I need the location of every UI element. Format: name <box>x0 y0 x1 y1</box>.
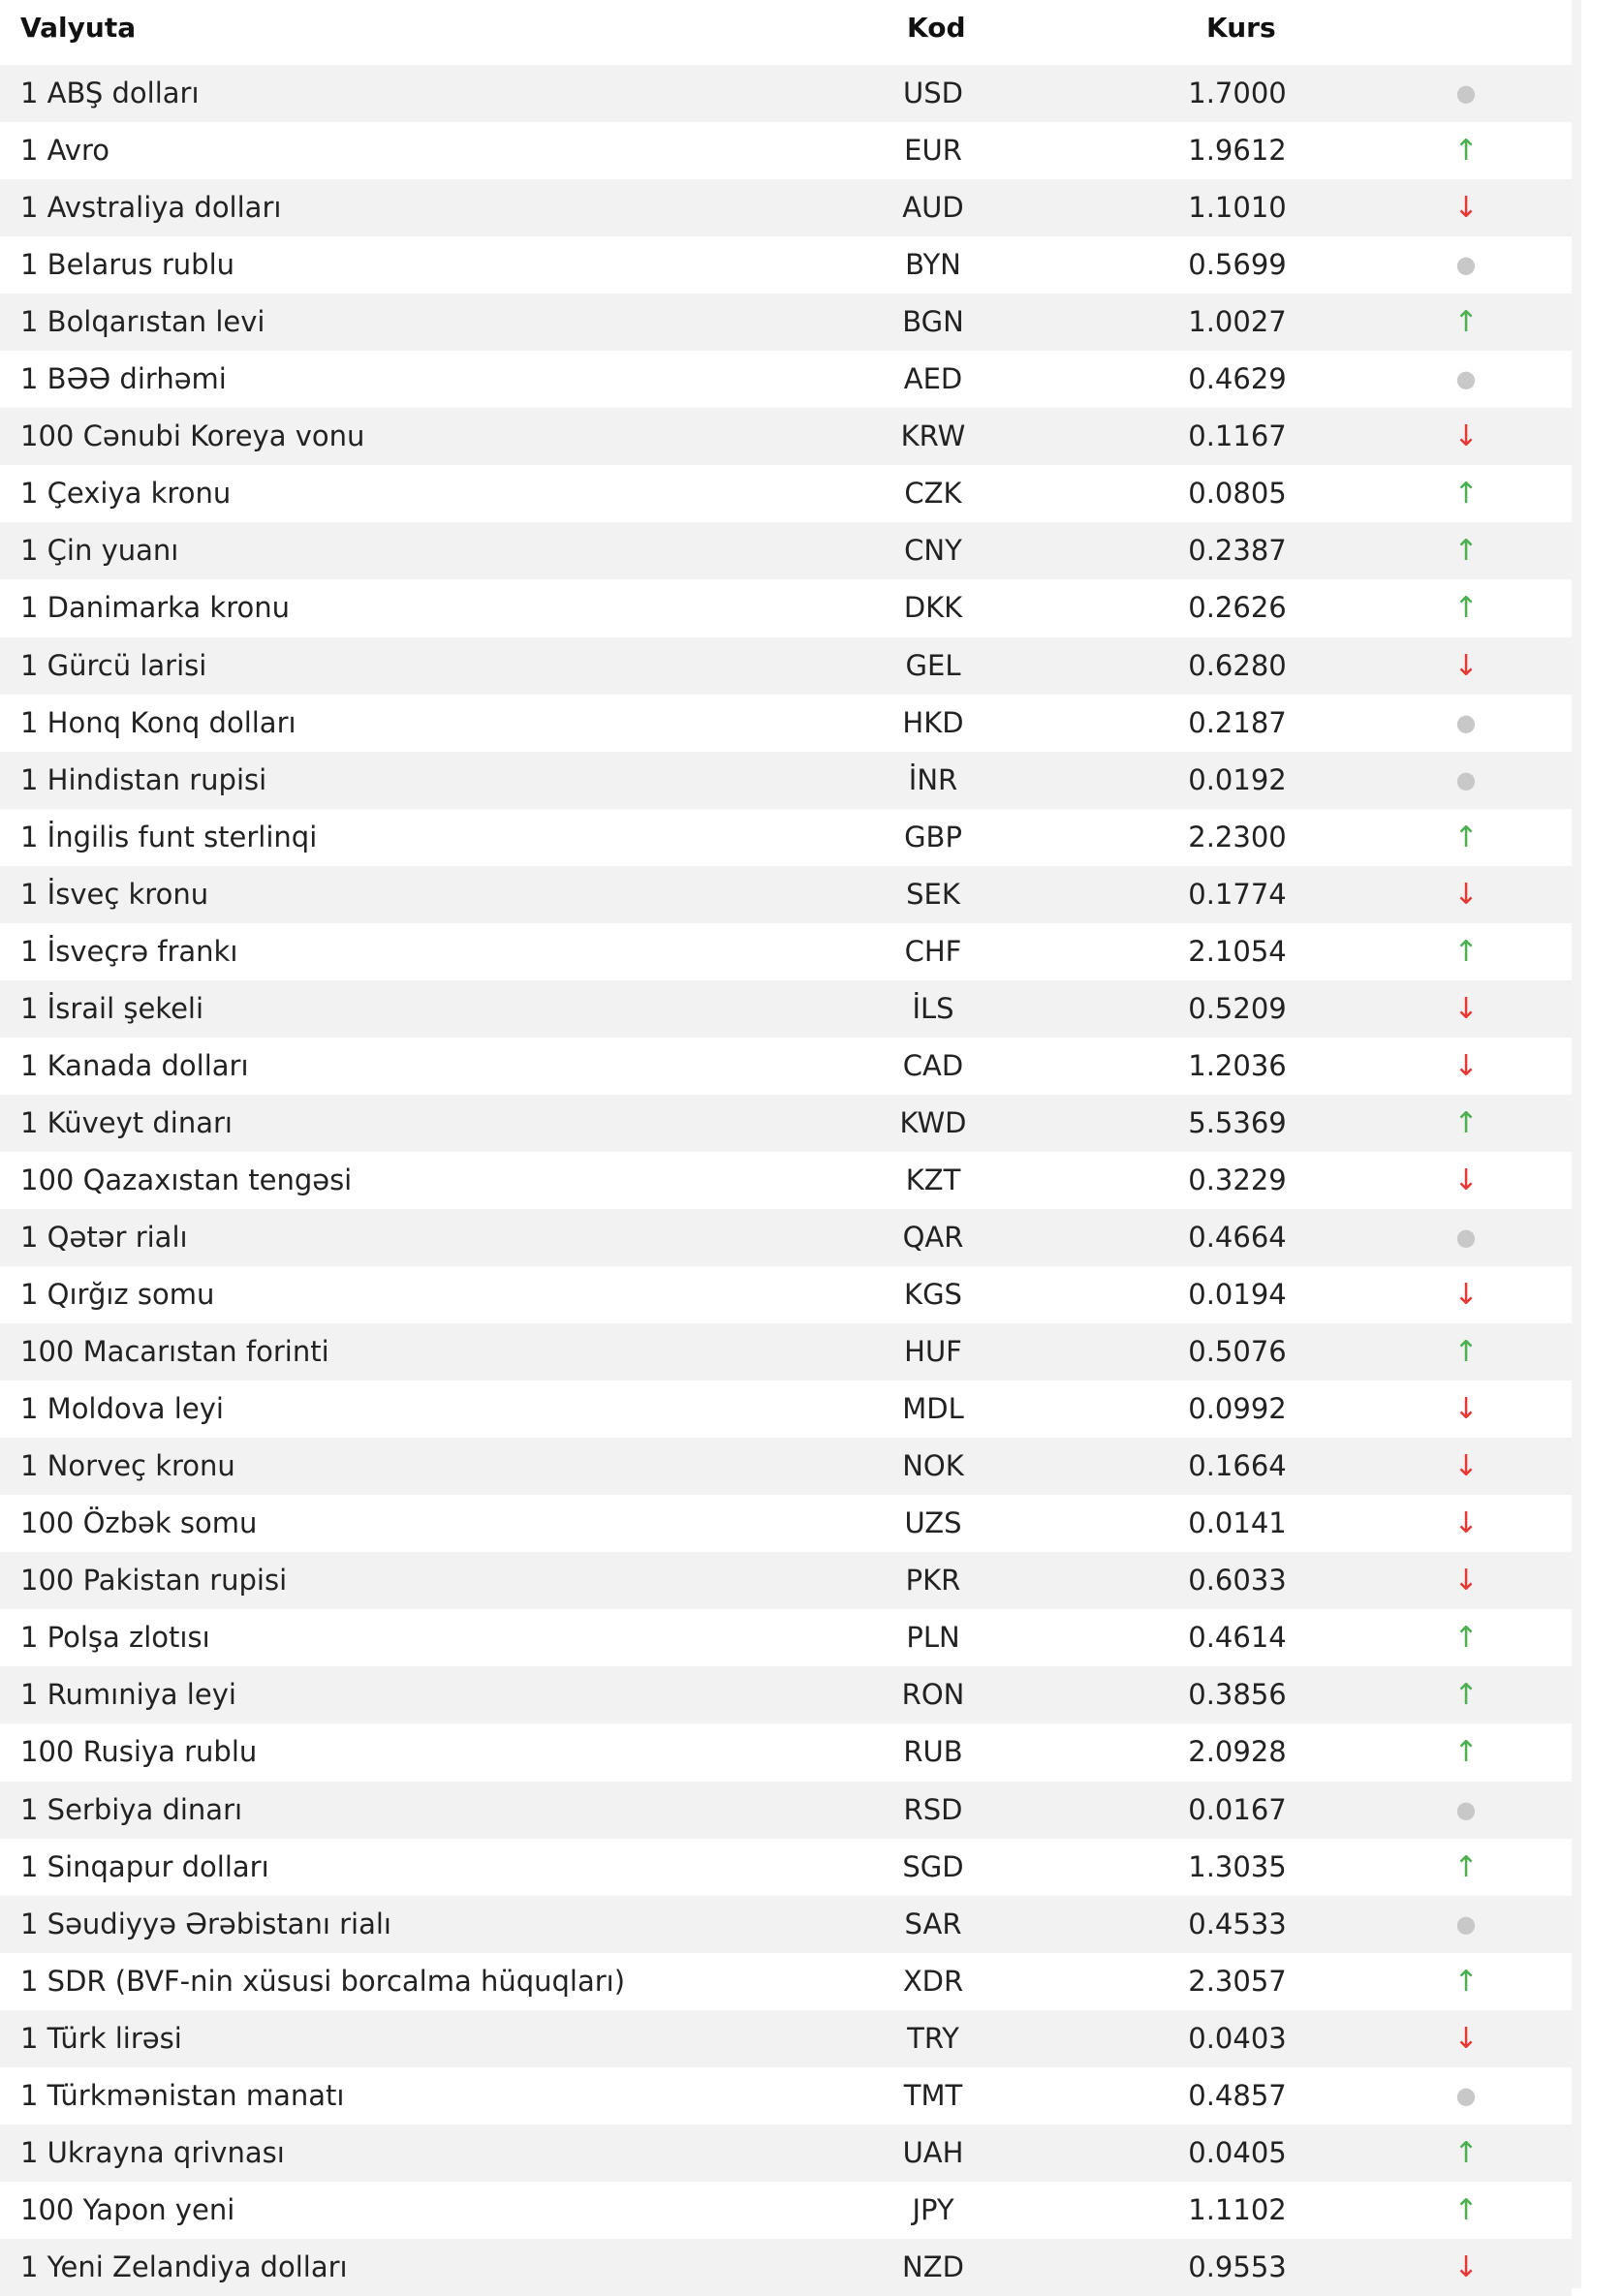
exchange-rate: 1.0027 <box>1188 305 1287 339</box>
exchange-rate: 0.4857 <box>1188 2078 1287 2112</box>
exchange-rate: 0.4533 <box>1188 1907 1287 1940</box>
table-row <box>0 408 1572 465</box>
table-row <box>0 923 1572 980</box>
currency-name: 1 Belarus rublu <box>20 248 235 282</box>
exchange-rate: 0.3229 <box>1188 1163 1287 1196</box>
exchange-rate: 0.0805 <box>1188 477 1287 511</box>
exchange-rate: 1.7000 <box>1188 77 1287 109</box>
currency-code: EUR <box>904 134 962 168</box>
table-row <box>0 1095 1572 1152</box>
table-row <box>0 122 1572 179</box>
currency-name: 1 İsveçrə frankı <box>20 934 238 968</box>
table-row <box>0 2239 1572 2296</box>
arrow-up-icon: ↑ <box>1453 1735 1479 1770</box>
arrow-down-icon: ↓ <box>1453 1163 1479 1197</box>
currency-name: 1 Moldova leyi <box>20 1392 224 1426</box>
currency-code: TMT <box>903 2078 963 2112</box>
arrow-up-icon: ↑ <box>1453 134 1479 169</box>
table-row <box>0 1953 1572 2010</box>
arrow-up-icon: ↑ <box>1453 305 1479 340</box>
scrollbar-track[interactable] <box>1572 0 1581 2288</box>
table-row <box>0 465 1572 522</box>
exchange-rate: 0.2187 <box>1188 705 1287 739</box>
currency-name: 1 Serbiya dinarı <box>20 1792 243 1826</box>
currency-name: 1 İngilis funt sterlinqi <box>20 820 318 853</box>
arrow-down-icon: ↓ <box>1453 2021 1479 2056</box>
arrow-down-icon: ↓ <box>1453 991 1479 1026</box>
arrow-up-icon: ↑ <box>1453 820 1479 854</box>
table-row <box>0 1495 1572 1552</box>
currency-code: AED <box>903 362 963 396</box>
exchange-rate: 0.0403 <box>1188 2021 1287 2055</box>
currency-name: 1 Hindistan rupisi <box>20 762 267 796</box>
currency-name: 1 İsveç kronu <box>20 877 209 911</box>
table-row <box>0 2125 1572 2182</box>
exchange-rate: 0.2387 <box>1188 534 1287 568</box>
exchange-rate: 0.5209 <box>1188 991 1287 1025</box>
table-header <box>0 0 1572 58</box>
arrow-down-icon: ↓ <box>1453 1564 1479 1598</box>
table-row <box>0 1038 1572 1095</box>
currency-code: CAD <box>902 1048 964 1082</box>
currency-name: 1 Türkmənistan manatı <box>20 2078 345 2112</box>
exchange-rate: 0.1774 <box>1188 877 1287 911</box>
exchange-rate: 0.6033 <box>1188 1564 1287 1598</box>
currency-name: 1 Danimarka kronu <box>20 591 291 625</box>
exchange-rate: 0.0192 <box>1188 762 1287 796</box>
arrow-down-icon: ↓ <box>1453 1449 1479 1484</box>
currency-name: 100 Macarıstan forinti <box>20 1335 329 1369</box>
currency-code: TRY <box>907 2021 959 2055</box>
arrow-up-icon: ↑ <box>1453 934 1479 969</box>
currency-name: 1 Avro <box>20 134 109 168</box>
exchange-rate: 0.1167 <box>1188 419 1287 453</box>
table-row <box>0 1896 1572 1953</box>
exchange-rate: 2.2300 <box>1188 820 1287 853</box>
currency-code: SEK <box>906 877 960 911</box>
table-row <box>0 1666 1572 1723</box>
currency-name: 1 BƏƏ dirhəmi <box>20 362 227 396</box>
exchange-rate: 1.1102 <box>1188 2192 1287 2226</box>
arrow-down-icon: ↓ <box>1453 1278 1479 1313</box>
arrow-up-icon: ↑ <box>1453 534 1479 569</box>
table-row <box>0 1782 1572 1839</box>
exchange-rate: 0.0167 <box>1188 1792 1287 1826</box>
currency-code: PLN <box>906 1621 960 1655</box>
currency-code: İLS <box>912 991 954 1025</box>
currency-name: 1 Küveyt dinarı <box>20 1105 233 1139</box>
arrow-down-icon: ↓ <box>1453 2249 1479 2284</box>
exchange-rate: 0.9553 <box>1188 2249 1287 2283</box>
currency-name: 1 Kanada dolları <box>20 1048 249 1082</box>
exchange-rate: 0.0141 <box>1188 1506 1287 1540</box>
table-row <box>0 65 1572 122</box>
currency-code: UAH <box>902 2135 964 2169</box>
table-row <box>0 2182 1572 2239</box>
exchange-rate: 0.5699 <box>1188 248 1287 282</box>
currency-name: 100 Rusiya rublu <box>20 1735 258 1769</box>
currency-code: KZT <box>905 1163 961 1196</box>
table-row <box>0 980 1572 1038</box>
table-row <box>0 294 1572 351</box>
arrow-down-icon: ↓ <box>1453 1506 1479 1541</box>
arrow-up-icon: ↑ <box>1453 1849 1479 1884</box>
dot-icon: ● <box>1455 1909 1477 1938</box>
table-row <box>0 637 1572 695</box>
currency-name: 1 Gürcü larisi <box>20 648 207 682</box>
table-row <box>0 1266 1572 1323</box>
dot-icon: ● <box>1455 765 1477 793</box>
exchange-rate: 2.0928 <box>1188 1735 1287 1769</box>
table-row <box>0 2067 1572 2125</box>
exchange-rate: 1.9612 <box>1188 134 1287 168</box>
exchange-rate: 0.5076 <box>1188 1335 1287 1369</box>
table-row <box>0 1323 1572 1381</box>
dot-icon: ● <box>1455 79 1477 107</box>
currency-name: 1 Türk lirəsi <box>20 2021 182 2055</box>
currency-name: 1 SDR (BVF-nin xüsusi borcalma hüquqları) <box>20 1964 626 1998</box>
exchange-rate: 0.0992 <box>1188 1392 1287 1426</box>
currency-code: SGD <box>902 1849 964 1883</box>
exchange-rate: 0.4664 <box>1188 1221 1287 1254</box>
currency-code: BGN <box>902 305 964 339</box>
table-row <box>0 1609 1572 1666</box>
currency-code: HKD <box>902 705 964 739</box>
table-row <box>0 179 1572 236</box>
exchange-rate: 5.5369 <box>1188 1105 1287 1139</box>
currency-code: MDL <box>902 1392 964 1426</box>
currency-name: 1 Səudiyyə Ərəbistanı rialı <box>20 1907 391 1940</box>
currency-code: GBP <box>904 820 962 853</box>
arrow-up-icon: ↑ <box>1453 591 1479 626</box>
arrow-down-icon: ↓ <box>1453 648 1479 683</box>
currency-code: HUF <box>904 1335 962 1369</box>
currency-code: KRW <box>900 419 966 453</box>
table-row <box>0 579 1572 636</box>
currency-code: CNY <box>904 534 962 568</box>
table-row <box>0 236 1572 294</box>
arrow-up-icon: ↑ <box>1453 2135 1479 2170</box>
header-rate: Kurs <box>1206 12 1276 44</box>
currency-code: DKK <box>903 591 963 625</box>
table-row <box>0 351 1572 408</box>
currency-code: NOK <box>902 1449 964 1483</box>
currency-name: 100 Yapon yeni <box>20 2192 235 2226</box>
table-row <box>0 866 1572 923</box>
currency-name: 1 ABŞ dolları <box>20 77 200 109</box>
table-row <box>0 522 1572 579</box>
exchange-rate: 0.6280 <box>1188 648 1287 682</box>
exchange-rate: 0.1664 <box>1188 1449 1287 1483</box>
table-row <box>0 1209 1572 1266</box>
arrow-up-icon: ↑ <box>1453 1964 1479 1999</box>
currency-name: 1 Norveç kronu <box>20 1449 235 1483</box>
dot-icon: ● <box>1455 251 1477 279</box>
arrow-down-icon: ↓ <box>1453 191 1479 226</box>
exchange-rate: 0.2626 <box>1188 591 1287 625</box>
currency-code: UZS <box>904 1506 962 1540</box>
currency-code: BYN <box>905 248 961 282</box>
arrow-up-icon: ↑ <box>1453 1105 1479 1140</box>
header-currency: Valyuta <box>20 12 137 44</box>
currency-name: 1 Rumıniya leyi <box>20 1678 236 1712</box>
currency-name: 100 Pakistan rupisi <box>20 1564 288 1598</box>
exchange-rate: 0.4629 <box>1188 362 1287 396</box>
header-code: Kod <box>907 12 966 44</box>
currency-name: 100 Özbək somu <box>20 1506 258 1540</box>
table-row <box>0 1723 1572 1781</box>
dot-icon: ● <box>1455 2081 1477 2109</box>
exchange-rate: 1.1010 <box>1188 191 1287 225</box>
currency-code: JPY <box>912 2192 954 2226</box>
arrow-up-icon: ↑ <box>1453 1678 1479 1713</box>
dot-icon: ● <box>1455 365 1477 393</box>
exchange-rate: 1.2036 <box>1188 1048 1287 1082</box>
dot-icon: ● <box>1455 708 1477 736</box>
arrow-up-icon: ↑ <box>1453 1335 1479 1370</box>
dot-icon: ● <box>1455 1224 1477 1251</box>
currency-name: 100 Cənubi Koreya vonu <box>20 419 365 453</box>
table-row <box>0 752 1572 809</box>
currency-name: 1 Bolqarıstan levi <box>20 305 265 339</box>
exchange-rate: 0.4614 <box>1188 1621 1287 1655</box>
currency-code: QAR <box>902 1221 964 1254</box>
exchange-rate: 0.3856 <box>1188 1678 1287 1712</box>
currency-code: KGS <box>904 1278 962 1312</box>
table-row <box>0 1381 1572 1438</box>
exchange-rate: 0.0405 <box>1188 2135 1287 2169</box>
currency-code: KWD <box>899 1105 967 1139</box>
exchange-rate: 2.3057 <box>1188 1964 1287 1998</box>
currency-name: 1 Çexiya kronu <box>20 477 232 511</box>
currency-name: 100 Qazaxıstan tengəsi <box>20 1163 353 1196</box>
arrow-down-icon: ↓ <box>1453 877 1479 912</box>
currency-code: XDR <box>902 1964 964 1998</box>
currency-code: NZD <box>902 2249 964 2283</box>
currency-code: SAR <box>904 1907 962 1940</box>
arrow-up-icon: ↑ <box>1453 1621 1479 1656</box>
currency-code: RSD <box>903 1792 963 1826</box>
dot-icon: ● <box>1455 1795 1477 1823</box>
currency-name: 1 Ukrayna qrivnası <box>20 2135 285 2169</box>
currency-code: CHF <box>904 934 962 968</box>
currency-name: 1 Avstraliya dolları <box>20 191 282 225</box>
arrow-down-icon: ↓ <box>1453 1048 1479 1083</box>
arrow-up-icon: ↑ <box>1453 2192 1479 2227</box>
exchange-rate: 2.1054 <box>1188 934 1287 968</box>
table-row <box>0 1839 1572 1896</box>
arrow-down-icon: ↓ <box>1453 419 1479 454</box>
currency-code: GEL <box>905 648 961 682</box>
table-row <box>0 1152 1572 1209</box>
currency-code: CZK <box>904 477 962 511</box>
currency-code: AUD <box>902 191 964 225</box>
table-row <box>0 2010 1572 2067</box>
currency-code: İNR <box>908 762 958 796</box>
currency-name: 1 Honq Konq dolları <box>20 705 297 739</box>
currency-name: 1 İsrail şekeli <box>20 991 204 1025</box>
table-row <box>0 1438 1572 1495</box>
currency-code: RON <box>901 1678 965 1712</box>
currency-name: 1 Qətər rialı <box>20 1221 188 1254</box>
arrow-down-icon: ↓ <box>1453 1392 1479 1427</box>
currency-name: 1 Qırğız somu <box>20 1278 215 1312</box>
currency-name: 1 Sinqapur dolları <box>20 1849 269 1883</box>
currency-name: 1 Çin yuanı <box>20 534 179 568</box>
exchange-rate: 0.0194 <box>1188 1278 1287 1312</box>
currency-code: RUB <box>903 1735 963 1769</box>
currency-code: PKR <box>905 1564 961 1598</box>
table-row <box>0 1552 1572 1609</box>
currency-name: 1 Polşa zlotısı <box>20 1621 210 1655</box>
currency-name: 1 Yeni Zelandiya dolları <box>20 2249 348 2283</box>
exchange-rate: 1.3035 <box>1188 1849 1287 1883</box>
arrow-up-icon: ↑ <box>1453 477 1479 512</box>
table-row <box>0 695 1572 752</box>
currency-code: USD <box>903 77 963 109</box>
table-row <box>0 809 1572 866</box>
